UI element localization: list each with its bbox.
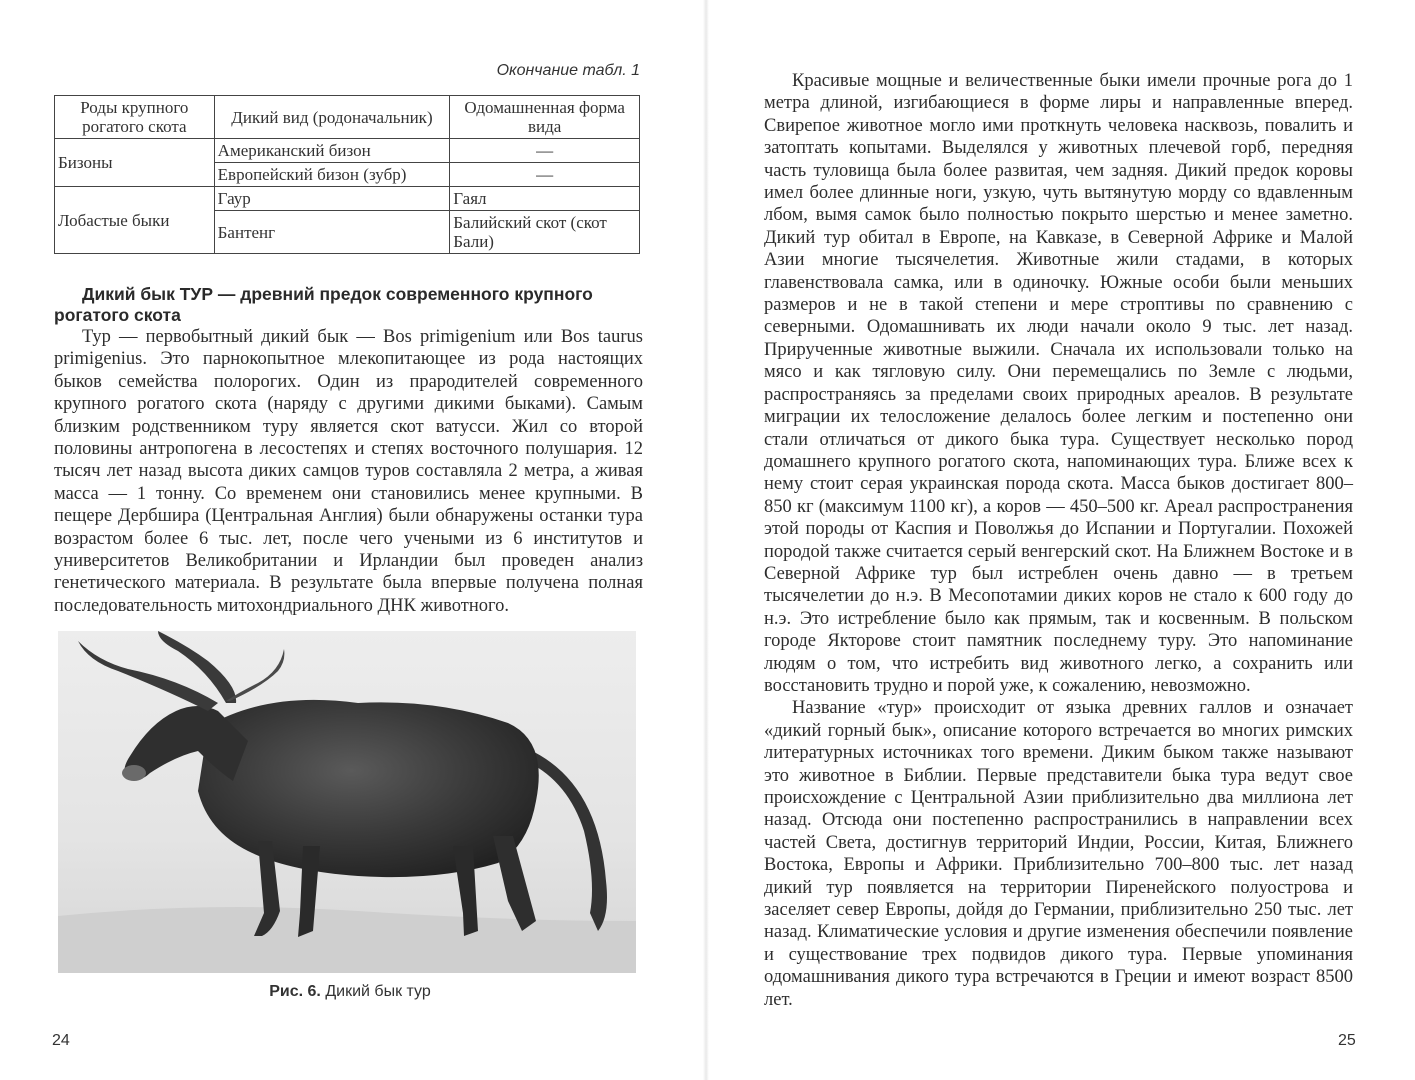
table-row [55,187,640,211]
table-header-cell: Роды крупного рогатого скота [55,96,215,139]
table-header-cell: Дикий вид (родоначальник) [214,96,450,139]
table-cell-domestic: — [450,139,640,163]
figure-label: Рис. 6. [269,983,321,1000]
table-cell-wild: Гаур [214,187,450,211]
table-header-cell: Одомашненная форма вида [450,96,640,139]
section-title: Дикий бык ТУР — древний предок современного крупного рогатого скота [54,284,593,325]
figure-caption [0,983,700,1001]
page-number: 24 [52,1032,70,1049]
book-gutter [703,0,709,1080]
breeds-table [54,95,640,254]
page-number: 25 [1338,1032,1356,1049]
table-cell-wild: Американский бизон [214,139,450,163]
aurochs-illustration [58,631,636,973]
table-cell-wild: Бантенг [214,211,450,254]
table-row [55,139,640,163]
paragraph: Название «тур» происходит от языка древних галлов и означает «дикий горный бык», описание которого встречается во многих римских литературных источниках того времени. Диким быком также называют это животное в Библии. Первые представители быка тура ведут свое происхождение с Центральной Азии приблизительно два миллиона лет назад. Отсюда они постепенно распространились в направлении всех частей Света, достигнув территорий Индии, России, Китая, Ближнего Востока, Европы и Африки. Приблизительно 700–800 тыс. лет назад дикий тур появляется на территории Пиренейского полуострова и заселяет север Европы, дойдя до Германии, приблизительно 250 тыс. лет назад. Климатические условия и другие изменения обеспечили появление и существование трех подвидов дикого тура. Первые упоминания одомашнивания дикого тура встречаются в Греции и имеют возраст 8500 лет. [764,698,1353,1010]
left-body-text [54,326,643,617]
table-cell-domestic: — [450,163,640,187]
table-cell-genus: Лобастые быки [55,187,215,254]
paragraph: Тур — первобытный дикий бык — Bos primigenium или Bos taurus primigenius. Это парнокопытное млекопитающее из рода настоящих быков семейства полорогих. Один из прародителей современного крупного рогатого скота (наряду с другими дикими быками). Самым близким родственником туру является скот ватусси. Жил со второй половины антропогена в лесостепях и степях восточного полушария. 12 тысяч лет назад высота диких самцов туров составляла 2 метра, а живая масса — 1 тонну. Со временем они становились менее крупными. В пещере Дербшира (Центральная Англия) были обнаружены останки тура возрастом более 6 тыс. лет, после чего учеными из 6 институтов и университетов Великобритании и Ирландии был проведен анализ генетического материала. В результате была впервые получена полная последовательность митохондриального ДНК животного. [54,327,643,616]
right-page [712,0,1415,1080]
figure-caption-text: Дикий бык тур [325,983,431,1000]
table-cell-domestic: Гаял [450,187,640,211]
table-caption: Окончание табл. 1 [496,62,640,79]
table-cell-wild: Европейский бизон (зубр) [214,163,450,187]
aurochs-drawing [58,631,636,973]
table-header-row [55,96,640,139]
table-cell-genus: Бизоны [55,139,215,187]
table-cell-domestic: Балийский скот (скот Бали) [450,211,640,254]
paragraph: Красивые мощные и величественные быки имели прочные рога до 1 метра длиной, изгибающиеся в форме лиры и направленные вперед. Свирепое животное могло ими проткнуть человека насквозь, повалить и затоптать копытами. Выделялся у животных плечевой горб, передняя часть туловища была более развитая, чем задняя. Дикий предок коровы имел более длинные ноги, узкую, чуть вытянутую морду со вдавленным лбом, вымя самок было полностью покрыто шерстью и менее заметно. Дикий тур обитал в Европе, на Кавказе, в Северной Африке и Малой Азии многие тысячелетия. Животные жили стадами, в которых главенствовала самка, или в одиночку. Южные особи были меньших размеров и не в такой степени и мере строптивы по сравнению с северными. Одомашнивать их люди начали около 9 тыс. лет назад. Прирученные животные выжили. Сначала их использовали только на мясо и как тягловую силу. Они перемещались по Земле с людьми, распространяясь за пределами своих природных ареалов. В результате миграции их телосложение делалось более легким и постепенно они стали отличаться от дикого быка тура. Существует несколько пород домашнего крупного рогатого скота, напоминающих тура. Ближе всех к нему стоит серая украинская порода скота. Масса быков достигает 800–850 кг (максимум 1100 кг), а коров — 450–500 кг. Ареал распространения этой породы от Каспия и Поволжья до Испании и Португалии. Похожей породой также считается серый венгерский скот. На Ближнем Востоке и в Северной Африке тур был истреблен очень давно — в третьем тысячелетии до н.э. В Месопотамии диких коров не стало к 600 году до н.э. Это истребление было как прямым, так и косвенным. В польском городе Якторове стоит памятник последнему туру. Это напоминание людям о том, что истребить вид животного легко, а сохранить или восстановить трудно и порой уже, к сожалению, невозможно. [764,71,1353,696]
left-page [0,0,700,1080]
right-body-text [764,70,1353,1011]
